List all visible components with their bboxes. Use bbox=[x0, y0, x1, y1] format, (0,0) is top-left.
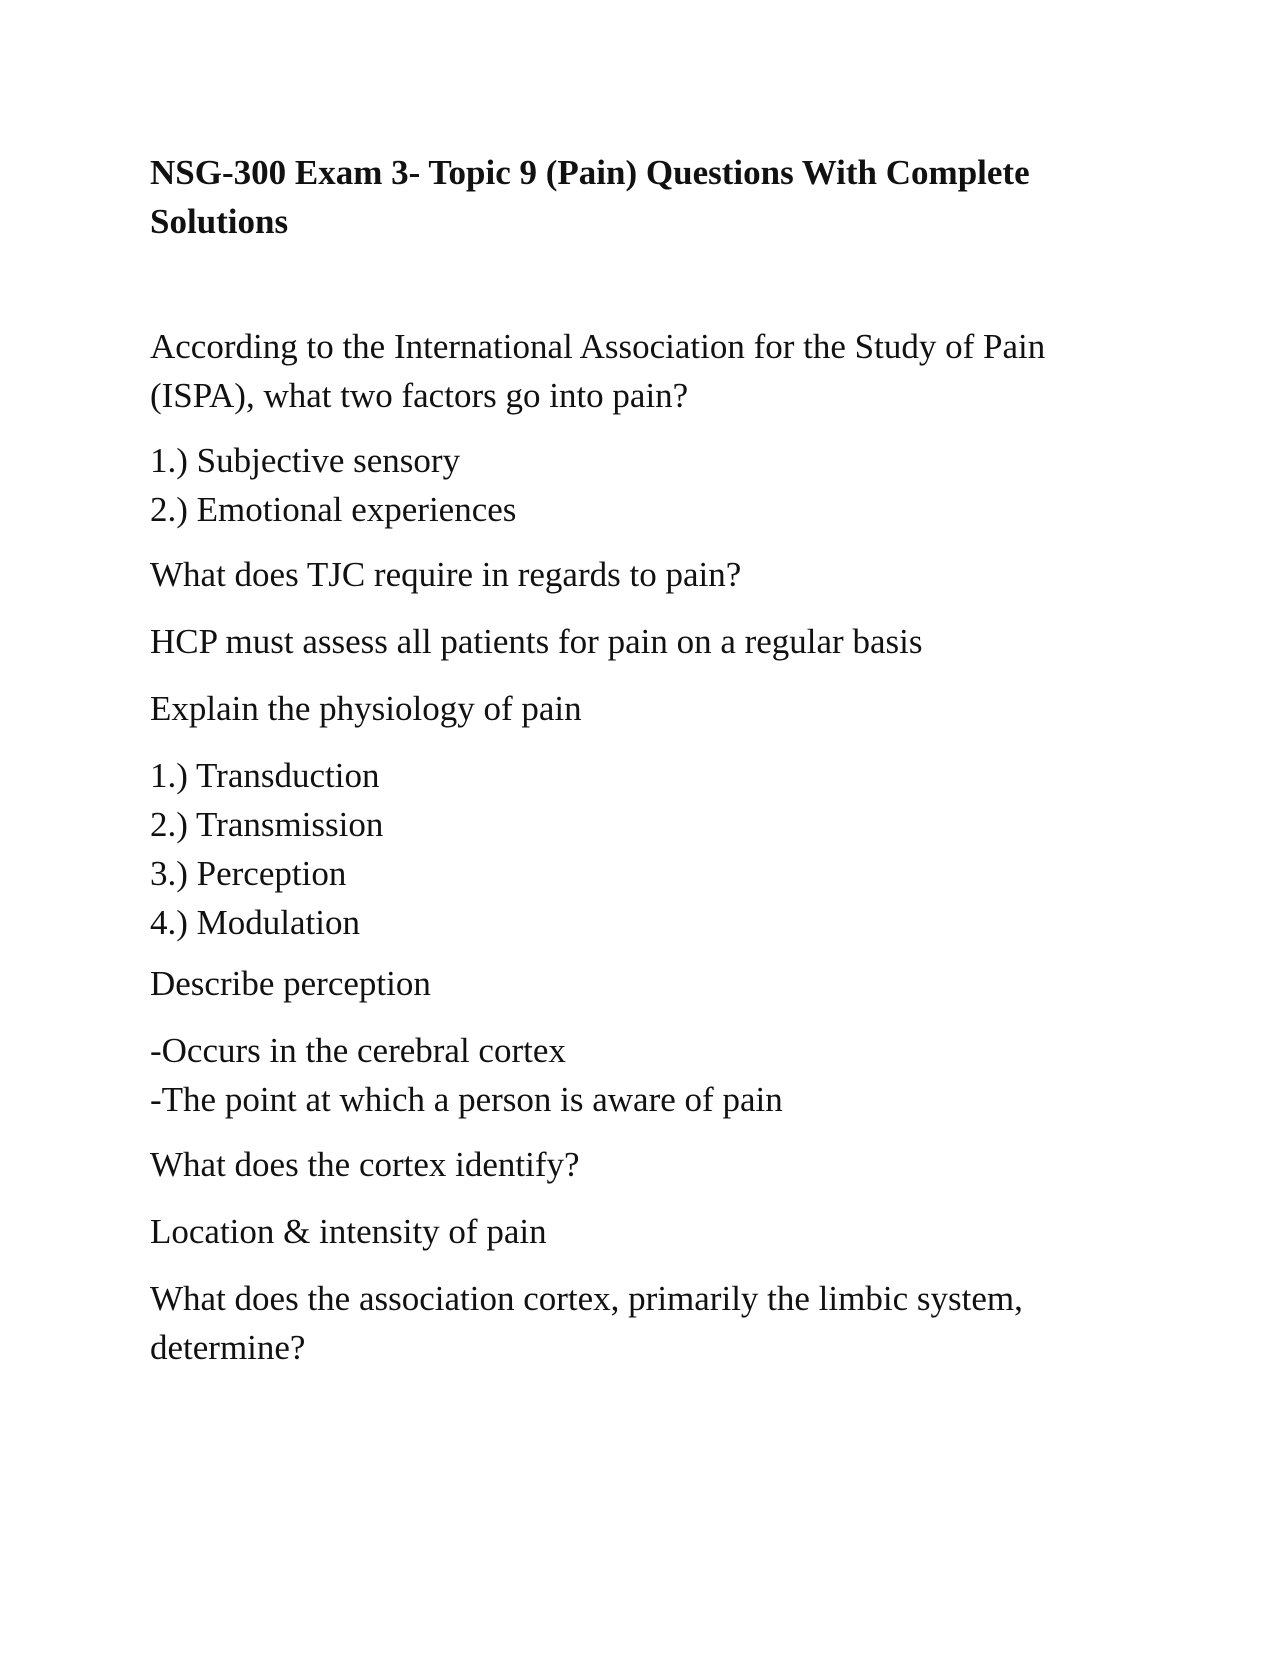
title-line: Solutions bbox=[150, 202, 289, 241]
answer-2 bbox=[150, 617, 1130, 666]
question-text: (ISPA), what two factors go into pain? bbox=[150, 376, 689, 415]
question-text: According to the International Association for the Study of Pain bbox=[150, 327, 1046, 366]
answer-1 bbox=[150, 436, 1130, 534]
answer-text: 4.) Modulation bbox=[150, 903, 360, 942]
question-5 bbox=[150, 1140, 1130, 1189]
answer-4 bbox=[150, 1026, 1130, 1124]
question-4 bbox=[150, 959, 1130, 1008]
question-1 bbox=[150, 322, 1130, 420]
question-text: What does TJC require in regards to pain? bbox=[150, 555, 742, 594]
answer-5 bbox=[150, 1207, 1130, 1256]
answer-text: 1.) Subjective sensory bbox=[150, 441, 461, 480]
question-6 bbox=[150, 1274, 1130, 1372]
answer-text: -Occurs in the cerebral cortex bbox=[150, 1031, 566, 1070]
document-title bbox=[150, 148, 1130, 246]
question-2 bbox=[150, 550, 1130, 599]
question-3 bbox=[150, 684, 1130, 733]
answer-text: -The point at which a person is aware of pain bbox=[150, 1080, 783, 1119]
answer-text: Location & intensity of pain bbox=[150, 1212, 547, 1251]
answer-text: 1.) Transduction bbox=[150, 756, 380, 795]
question-text: Explain the physiology of pain bbox=[150, 689, 582, 728]
answer-text: 2.) Transmission bbox=[150, 805, 384, 844]
answer-text: HCP must assess all patients for pain on a regular basis bbox=[150, 622, 923, 661]
answer-3 bbox=[150, 751, 1130, 947]
answer-text: 2.) Emotional experiences bbox=[150, 490, 517, 529]
answer-text: 3.) Perception bbox=[150, 854, 347, 893]
question-text: What does the association cortex, primarily the limbic system, bbox=[150, 1279, 1023, 1318]
question-text: What does the cortex identify? bbox=[150, 1145, 580, 1184]
question-text: Describe perception bbox=[150, 964, 431, 1003]
question-text: determine? bbox=[150, 1328, 306, 1367]
title-line: NSG-300 Exam 3- Topic 9 (Pain) Questions With Complete bbox=[150, 153, 1030, 192]
